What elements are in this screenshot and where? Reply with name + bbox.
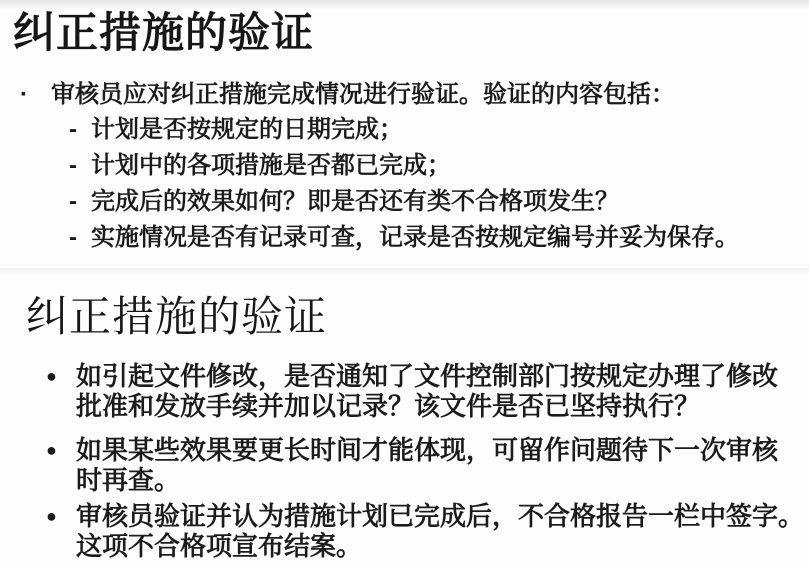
mid-artifact-band (0, 268, 809, 276)
bullet-text (76, 501, 804, 561)
bullet-text-line: 时再查。 (76, 465, 181, 495)
sub-bullet-text: 计划中的各项措施是否都已完成； (91, 152, 451, 179)
sub-bullet-text: 计划是否按规定的日期完成； (91, 116, 403, 143)
sub-bullet-text: 完成后的效果如何？即是否还有类不合格项发生？ (91, 188, 619, 215)
bullet-dot-icon: · (20, 81, 28, 108)
sub-bullet-text: 实施情况是否有记录可查，记录是否按规定编号并妥为保存。 (91, 224, 739, 251)
bullet-item (46, 435, 778, 495)
sub-bullet-item (69, 152, 451, 180)
bullet-disc-icon: ● (46, 366, 57, 386)
bullet-text (76, 361, 778, 421)
bullet-text (76, 435, 778, 495)
bullet-item-main (20, 81, 675, 109)
bullet-text-line: 批准和发放手续并加以记录？该文件是否已坚持执行？ (76, 391, 701, 421)
dash-icon: - (69, 224, 77, 251)
bullet-item (46, 501, 804, 561)
bullet-text-line: 这项不合格项宣布结案。 (76, 531, 363, 561)
sub-bullet-item (69, 188, 619, 216)
sub-bullet-item (69, 116, 403, 144)
bullet-text-line: 审核员验证并认为措施计划已完成后，不合格报告一栏中签字。 (76, 501, 805, 531)
bullet-main-text: 审核员应对纠正措施完成情况进行验证。验证的内容包括： (51, 81, 675, 108)
section-2-title: 纠正措施的验证 (26, 295, 328, 341)
sub-bullet-item (69, 224, 739, 252)
dash-icon: - (69, 152, 77, 179)
bullet-item (46, 361, 778, 421)
section-1-title: 纠正措施的验证 (13, 11, 315, 57)
bullet-text-line: 如引起文件修改，是否通知了文件控制部门按规定办理了修改 (76, 361, 779, 391)
dash-icon: - (69, 116, 77, 143)
dash-icon: - (69, 188, 77, 215)
bullet-disc-icon: ● (46, 506, 57, 526)
bullet-text-line: 如果某些效果要更长时间才能体现，可留作问题待下一次审核 (76, 435, 779, 465)
bullet-disc-icon: ● (46, 440, 57, 460)
top-artifact-band (0, 0, 809, 10)
